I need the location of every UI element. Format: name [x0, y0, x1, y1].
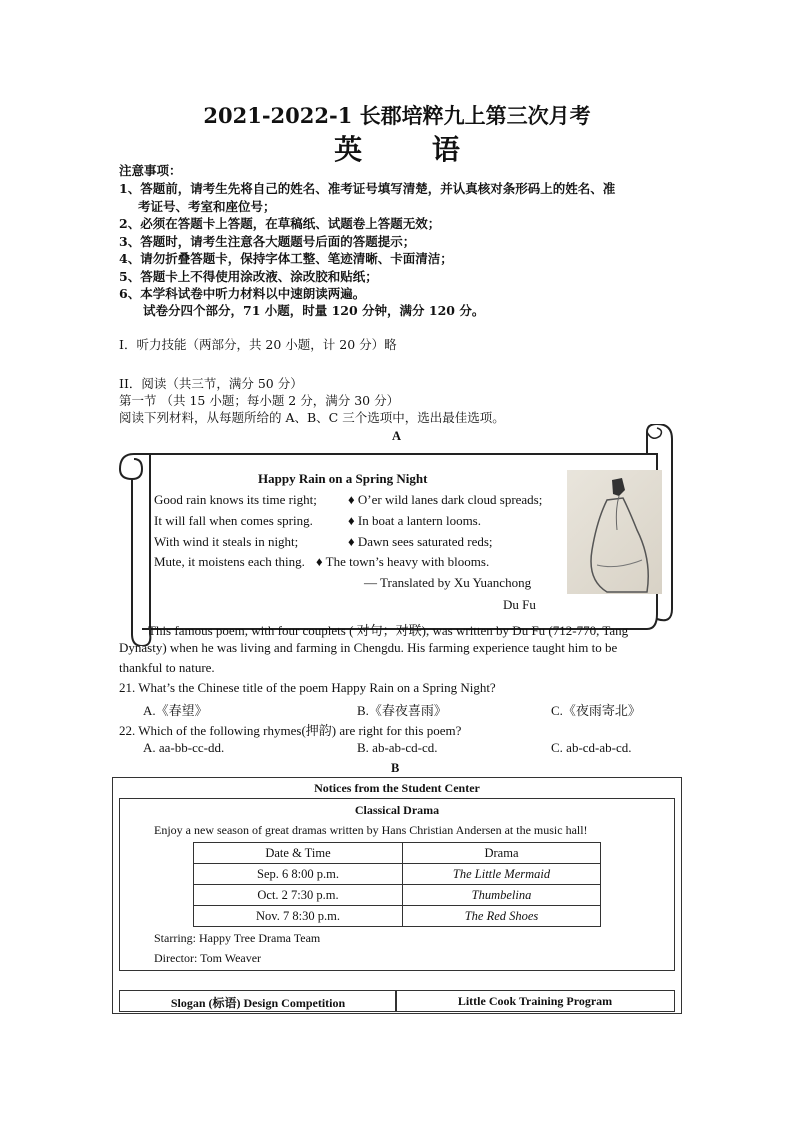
table-row	[194, 885, 601, 906]
poem-line: It will fall when comes spring.	[154, 513, 313, 528]
poem-line: ♦ In boat a lantern looms.	[348, 513, 481, 528]
date-cell: Nov. 7 8:30 p.m.	[194, 906, 403, 927]
poem-line: ♦ Dawn sees saturated reds;	[348, 534, 493, 549]
poem-line: With wind it steals in night;	[154, 534, 299, 549]
section-heading: 第一节 （共 15 小题；每小题 2 分，满分 30 分）	[119, 393, 400, 408]
table-row	[194, 864, 601, 885]
poem-line: Good rain knows its time right;	[154, 492, 317, 507]
exam-subject: 英 语	[334, 133, 490, 166]
note-item: 考证号、考室和座位号；	[138, 199, 276, 214]
q22-option-a: A. aa-bb-cc-dd.	[143, 740, 225, 755]
exam-title: 2021-2022-1 长郡培粹九上第三次月考	[203, 103, 591, 128]
instruction: 阅读下列材料，从每题所给的 A、B、C 三个选项中，选出最佳选项。	[119, 410, 505, 425]
note-item: 1、答题前，请考生先将自己的姓名、准考证号填写清楚，并认真核对条形码上的姓名、准	[119, 181, 616, 196]
notes-heading: 注意事项：	[119, 163, 182, 178]
drama-table	[193, 842, 601, 927]
drama-cell: The Red Shoes	[403, 906, 601, 927]
passage-a-paragraph: This famous poem, with four couplets ( 对句；对联), was written by Du Fu (712-770, Tang	[148, 623, 629, 638]
director: Director: Tom Weaver	[154, 951, 262, 965]
drama-cell: Thumbelina	[403, 885, 601, 906]
cook-program-title: Little Cook Training Program	[457, 994, 613, 1008]
portrait-figure-icon	[567, 470, 662, 594]
question-21: 21. What’s the Chinese title of the poem Happy Rain on a Spring Night?	[119, 680, 496, 695]
poem-line: ♦ The town’s heavy with blooms.	[316, 554, 490, 569]
translator: — Translated by Xu Yuanchong	[364, 575, 532, 590]
starring: Starring: Happy Tree Drama Team	[154, 931, 321, 945]
table-row	[194, 906, 601, 927]
drama-cell: The Little Mermaid	[403, 864, 601, 885]
table-header-row	[194, 843, 601, 864]
date-cell: Oct. 2 7:30 p.m.	[194, 885, 403, 906]
poem-title: Happy Rain on a Spring Night	[258, 471, 428, 486]
note-item: 试卷分四个部分，71 小题，时量 120 分钟，满分 120 分。	[143, 303, 485, 318]
slogan-competition-title: Slogan (标语) Design Competition	[170, 996, 346, 1010]
date-cell: Sep. 6 8:00 p.m.	[194, 864, 403, 885]
notices-header: Notices from the Student Center	[314, 781, 480, 795]
note-item: 2、必须在答题卡上答题，在草稿纸、试题卷上答题无效；	[119, 216, 441, 231]
q21-option-c: C.《夜雨寄北》	[551, 703, 641, 718]
q21-option-b: B.《春夜喜雨》	[357, 703, 447, 718]
passage-b-label: B	[391, 761, 400, 775]
part1-heading: I．听力技能（两部分，共 20 小题，计 20 分）略	[119, 337, 397, 352]
q21-option-a: A.《春望》	[143, 703, 208, 718]
note-item: 5、答题卡上不得使用涂改液、涂改胶和贴纸；	[119, 269, 378, 284]
q22-option-b: B. ab-ab-cd-cd.	[357, 740, 438, 755]
poem-line: ♦ O’er wild lanes dark cloud spreads;	[348, 492, 543, 507]
drama-title: Classical Drama	[354, 803, 440, 817]
passage-a-label: A	[392, 429, 402, 443]
passage-a-paragraph: thankful to nature.	[119, 660, 215, 675]
q22-option-c: C. ab-cd-ab-cd.	[551, 740, 632, 755]
passage-a-paragraph: Dynasty) when he was living and farming in Chengdu. His farming experience taught him to be	[119, 640, 618, 655]
author: Du Fu	[503, 597, 536, 612]
note-item: 6、本学科试卷中听力材料以中速朗读两遍。	[119, 286, 366, 301]
drama-intro: Enjoy a new season of great dramas written by Hans Christian Andersen at the music hall!	[154, 823, 588, 837]
part2-heading: II．阅读（共三节，满分 50 分）	[119, 376, 303, 391]
column-header-drama: Drama	[403, 843, 601, 864]
note-item: 4、请勿折叠答题卡，保持字体工整、笔迹清晰、卡面清洁；	[119, 251, 453, 266]
poem-line: Mute, it moistens each thing.	[154, 554, 305, 569]
du-fu-portrait	[567, 470, 662, 594]
note-item: 3、答题时，请考生注意各大题题号后面的答题提示；	[119, 234, 416, 249]
column-header-date: Date & Time	[194, 843, 403, 864]
question-22: 22. Which of the following rhymes(押韵) are right for this poem?	[119, 723, 462, 738]
